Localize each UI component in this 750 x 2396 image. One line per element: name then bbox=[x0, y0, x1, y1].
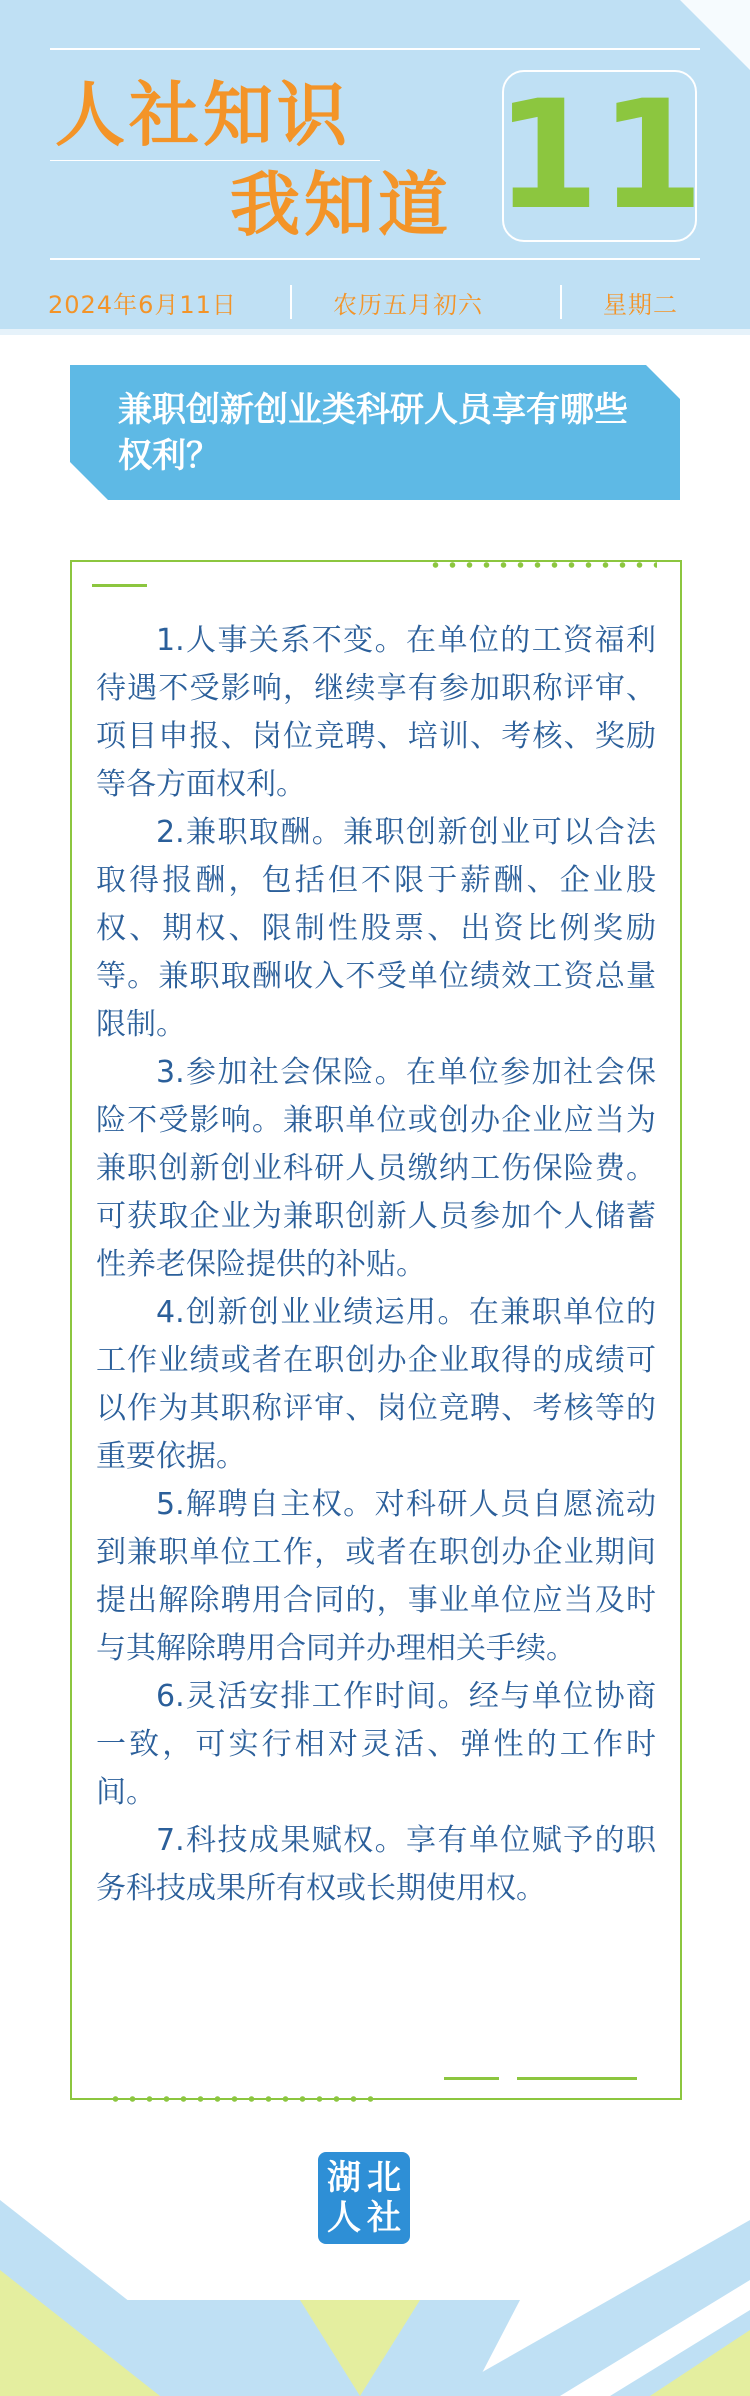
question-banner bbox=[70, 365, 680, 500]
day-box bbox=[495, 69, 704, 243]
header-mid-line bbox=[50, 160, 380, 161]
header-bottom-line bbox=[50, 258, 700, 260]
weekday-text: 星期二 bbox=[603, 291, 678, 319]
logo-char-3: 人 bbox=[327, 2198, 361, 2238]
answer-item-3: 3.参加社会保险。在单位参加社会保险不受影响。兼职单位或创办企业应当为兼职创新创业科研人员缴纳工伤保险费。可获取企业为兼职创新人员参加个人储蓄性养老保险提供的补贴。 bbox=[96, 1055, 656, 1282]
answer-item-7: 7.科技成果赋权。享有单位赋予的职务科技成果所有权或长期使用权。 bbox=[96, 1823, 656, 1906]
answer-card bbox=[70, 560, 682, 2100]
banner-corner-bottom-left bbox=[70, 462, 108, 500]
card-bottom-dash-2 bbox=[517, 2077, 637, 2080]
banner-corner-top-right bbox=[646, 365, 680, 399]
title-line-2: 我知道 bbox=[230, 164, 452, 246]
date-text: 2024年6月11日 bbox=[48, 291, 237, 319]
bottom-decoration bbox=[0, 2160, 750, 2396]
answer-item-2: 2.兼职取酬。兼职创新创业可以合法取得报酬，包括但不限于薪酬、企业股权、期权、限制性股票、出资比例奖励等。兼职取酬收入不受单位绩效工资总量限制。 bbox=[96, 815, 656, 1042]
logo-char-2: 北 bbox=[367, 2158, 401, 2198]
card-bottom-dash-1 bbox=[444, 2077, 499, 2080]
day-number: 11 bbox=[495, 69, 704, 243]
card-top-dash bbox=[92, 584, 147, 587]
answer-item-5: 5.解聘自主权。对科研人员自愿流动到兼职单位工作，或者在职创办企业期间提出解除聘用合同的，事业单位应当及时与其解除聘用合同并办理相关手续。 bbox=[96, 1487, 656, 1666]
question-text: 兼职创新创业类科研人员享有哪些权利？ bbox=[118, 390, 628, 476]
date-divider-1 bbox=[290, 285, 292, 319]
answer-item-6: 6.灵活安排工作时间。经与单位协商一致，可实行相对灵活、弹性的工作时间。 bbox=[96, 1679, 656, 1810]
logo-char-4: 社 bbox=[367, 2198, 401, 2238]
answer-body bbox=[96, 617, 656, 1913]
header bbox=[0, 0, 750, 335]
card-top-dots bbox=[427, 562, 657, 568]
date-divider-2 bbox=[560, 285, 562, 319]
card-bottom-dots bbox=[107, 2096, 382, 2102]
lunar-date-text: 农历五月初六 bbox=[333, 291, 483, 319]
logo-char-1: 湖 bbox=[327, 2158, 361, 2198]
answer-item-1: 1.人事关系不变。在单位的工资福利待遇不受影响，继续享有参加职称评审、项目申报、岗位竞聘、培训、考核、奖励等各方面权利。 bbox=[96, 623, 656, 802]
header-top-line bbox=[50, 48, 700, 50]
header-corner-decoration bbox=[680, 0, 750, 70]
answer-item-4: 4.创新创业业绩运用。在兼职单位的工作业绩或者在职创办企业取得的成绩可以作为其职称评审、岗位竞聘、考核等的重要依据。 bbox=[96, 1295, 656, 1474]
title-line-1: 人社知识 bbox=[55, 74, 351, 156]
